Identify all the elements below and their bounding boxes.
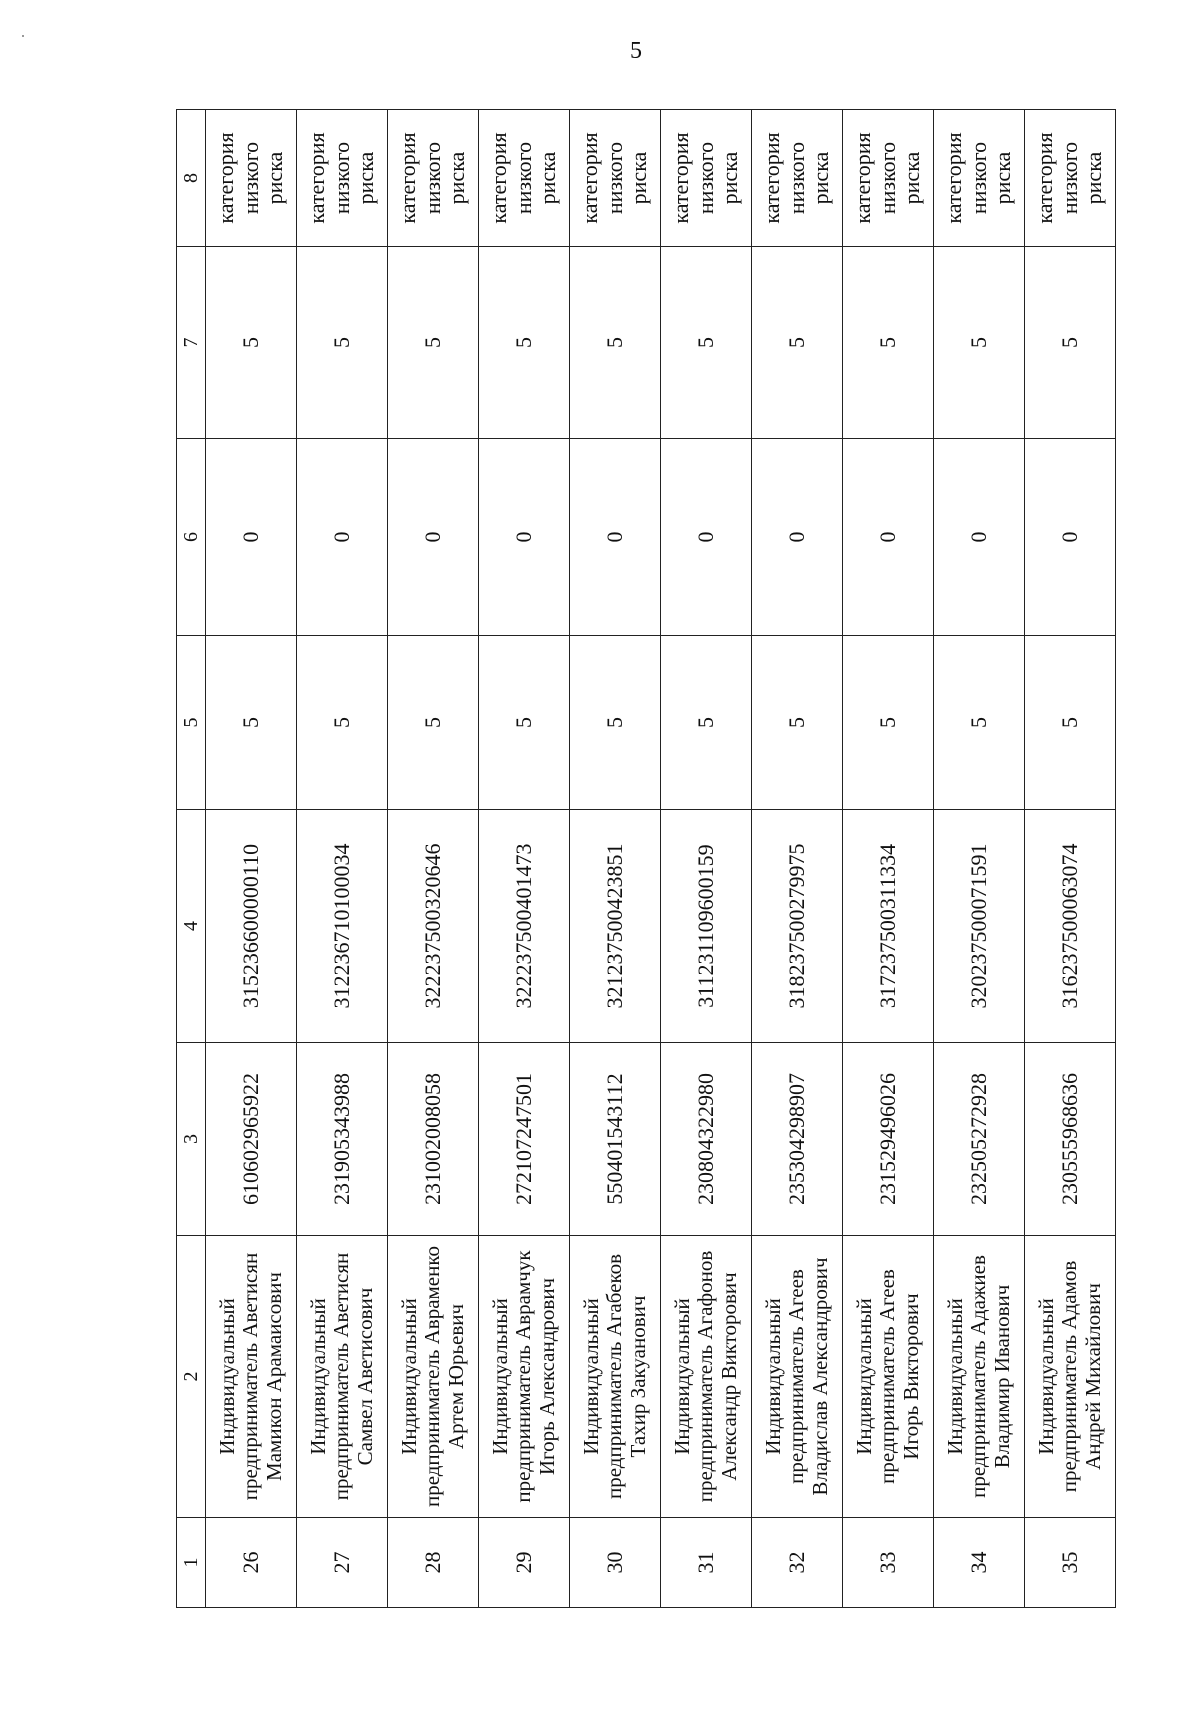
ogrn-cell: 322237500401473 <box>479 810 570 1043</box>
value-cell: 0 <box>661 439 752 636</box>
value-cell: 5 <box>297 636 388 810</box>
entrepreneur-name: Индивидуальный предприниматель Агеев Игорь Викторович <box>843 1236 934 1518</box>
value-cell: 0 <box>297 439 388 636</box>
inn-cell: 610602965922 <box>206 1043 297 1236</box>
row-number: 32 <box>752 1518 843 1608</box>
table-row <box>206 110 297 1608</box>
risk-category-cell: категория низкого риска <box>843 110 934 247</box>
value-cell: 5 <box>661 247 752 439</box>
value-cell: 5 <box>934 247 1025 439</box>
entrepreneur-name: Индивидуальный предприниматель Адамов Андрей Михайлович <box>1025 1236 1116 1518</box>
value-cell: 5 <box>661 636 752 810</box>
table-row <box>752 110 843 1608</box>
risk-category-cell: категория низкого риска <box>479 110 570 247</box>
entrepreneur-name: Индивидуальный предприниматель Агабеков Тахир Закуанович <box>570 1236 661 1518</box>
risk-category-cell: категория низкого риска <box>752 110 843 247</box>
risk-category-cell: категория низкого риска <box>297 110 388 247</box>
ogrn-cell: 312236710100034 <box>297 810 388 1043</box>
value-cell: 0 <box>1025 439 1116 636</box>
row-number: 30 <box>570 1518 661 1608</box>
risk-category-table <box>176 109 1116 1608</box>
ogrn-cell: 317237500311334 <box>843 810 934 1043</box>
ogrn-cell: 311231109600159 <box>661 810 752 1043</box>
entrepreneur-name: Индивидуальный предприниматель Аветисян Мамикон Арамаисович <box>206 1236 297 1518</box>
value-cell: 5 <box>388 636 479 810</box>
value-cell: 5 <box>934 636 1025 810</box>
table-row <box>479 110 570 1608</box>
column-header: 3 <box>177 1043 206 1236</box>
entrepreneur-name: Индивидуальный предприниматель Агафонов Александр Викторович <box>661 1236 752 1518</box>
row-number: 35 <box>1025 1518 1116 1608</box>
table-row <box>1025 110 1116 1608</box>
risk-category-cell: категория низкого риска <box>570 110 661 247</box>
value-cell: 5 <box>479 247 570 439</box>
entrepreneur-name: Индивидуальный предприниматель Аврамчук Игорь Александрович <box>479 1236 570 1518</box>
value-cell: 0 <box>206 439 297 636</box>
entrepreneur-name: Индивидуальный предприниматель Адажиев Владимир Иванович <box>934 1236 1025 1518</box>
column-header: 7 <box>177 247 206 439</box>
inn-cell: 235304298907 <box>752 1043 843 1236</box>
table-header-row <box>177 110 206 1608</box>
column-header: 8 <box>177 110 206 247</box>
column-header: 6 <box>177 439 206 636</box>
row-number: 31 <box>661 1518 752 1608</box>
ogrn-cell: 321237500423851 <box>570 810 661 1043</box>
value-cell: 5 <box>570 636 661 810</box>
risk-category-cell: категория низкого риска <box>934 110 1025 247</box>
entrepreneur-name: Индивидуальный предприниматель Аветисян Самвел Аветисович <box>297 1236 388 1518</box>
value-cell: 0 <box>570 439 661 636</box>
value-cell: 5 <box>752 636 843 810</box>
inn-cell: 550401543112 <box>570 1043 661 1236</box>
row-number: 28 <box>388 1518 479 1608</box>
table-row <box>843 110 934 1608</box>
value-cell: 0 <box>843 439 934 636</box>
ogrn-cell: 316237500063074 <box>1025 810 1116 1043</box>
risk-category-cell: категория низкого риска <box>388 110 479 247</box>
ogrn-cell: 322237500320646 <box>388 810 479 1043</box>
entrepreneur-name: Индивидуальный предприниматель Авраменко Артем Юрьевич <box>388 1236 479 1518</box>
row-number: 27 <box>297 1518 388 1608</box>
ogrn-cell: 320237500071591 <box>934 810 1025 1043</box>
value-cell: 0 <box>934 439 1025 636</box>
risk-category-cell: категория низкого риска <box>206 110 297 247</box>
value-cell: 5 <box>206 636 297 810</box>
value-cell: 5 <box>843 636 934 810</box>
row-number: 33 <box>843 1518 934 1608</box>
value-cell: 5 <box>388 247 479 439</box>
value-cell: 5 <box>297 247 388 439</box>
risk-category-cell: категория низкого риска <box>1025 110 1116 247</box>
row-number: 29 <box>479 1518 570 1608</box>
row-number: 34 <box>934 1518 1025 1608</box>
table-row <box>570 110 661 1608</box>
value-cell: 0 <box>388 439 479 636</box>
value-cell: 5 <box>752 247 843 439</box>
value-cell: 0 <box>752 439 843 636</box>
inn-cell: 231002008058 <box>388 1043 479 1236</box>
inn-cell: 230804322980 <box>661 1043 752 1236</box>
value-cell: 5 <box>206 247 297 439</box>
risk-category-cell: категория низкого риска <box>661 110 752 247</box>
table-row <box>388 110 479 1608</box>
scan-speck <box>22 35 24 37</box>
page-number: 5 <box>630 38 642 64</box>
ogrn-cell: 318237500279975 <box>752 810 843 1043</box>
column-header: 1 <box>177 1518 206 1608</box>
value-cell: 5 <box>570 247 661 439</box>
ogrn-cell: 315236600000110 <box>206 810 297 1043</box>
value-cell: 5 <box>1025 247 1116 439</box>
value-cell: 5 <box>479 636 570 810</box>
inn-cell: 231529496026 <box>843 1043 934 1236</box>
value-cell: 5 <box>843 247 934 439</box>
table-row <box>934 110 1025 1608</box>
row-number: 26 <box>206 1518 297 1608</box>
inn-cell: 231905343988 <box>297 1043 388 1236</box>
value-cell: 0 <box>479 439 570 636</box>
inn-cell: 272107247501 <box>479 1043 570 1236</box>
column-header: 5 <box>177 636 206 810</box>
inn-cell: 230555968636 <box>1025 1043 1116 1236</box>
column-header: 4 <box>177 810 206 1043</box>
column-header: 2 <box>177 1236 206 1518</box>
inn-cell: 232505272928 <box>934 1043 1025 1236</box>
rotated-table-container <box>176 110 1112 1608</box>
table-row <box>297 110 388 1608</box>
value-cell: 5 <box>1025 636 1116 810</box>
table-row <box>661 110 752 1608</box>
entrepreneur-name: Индивидуальный предприниматель Агеев Владислав Александрович <box>752 1236 843 1518</box>
